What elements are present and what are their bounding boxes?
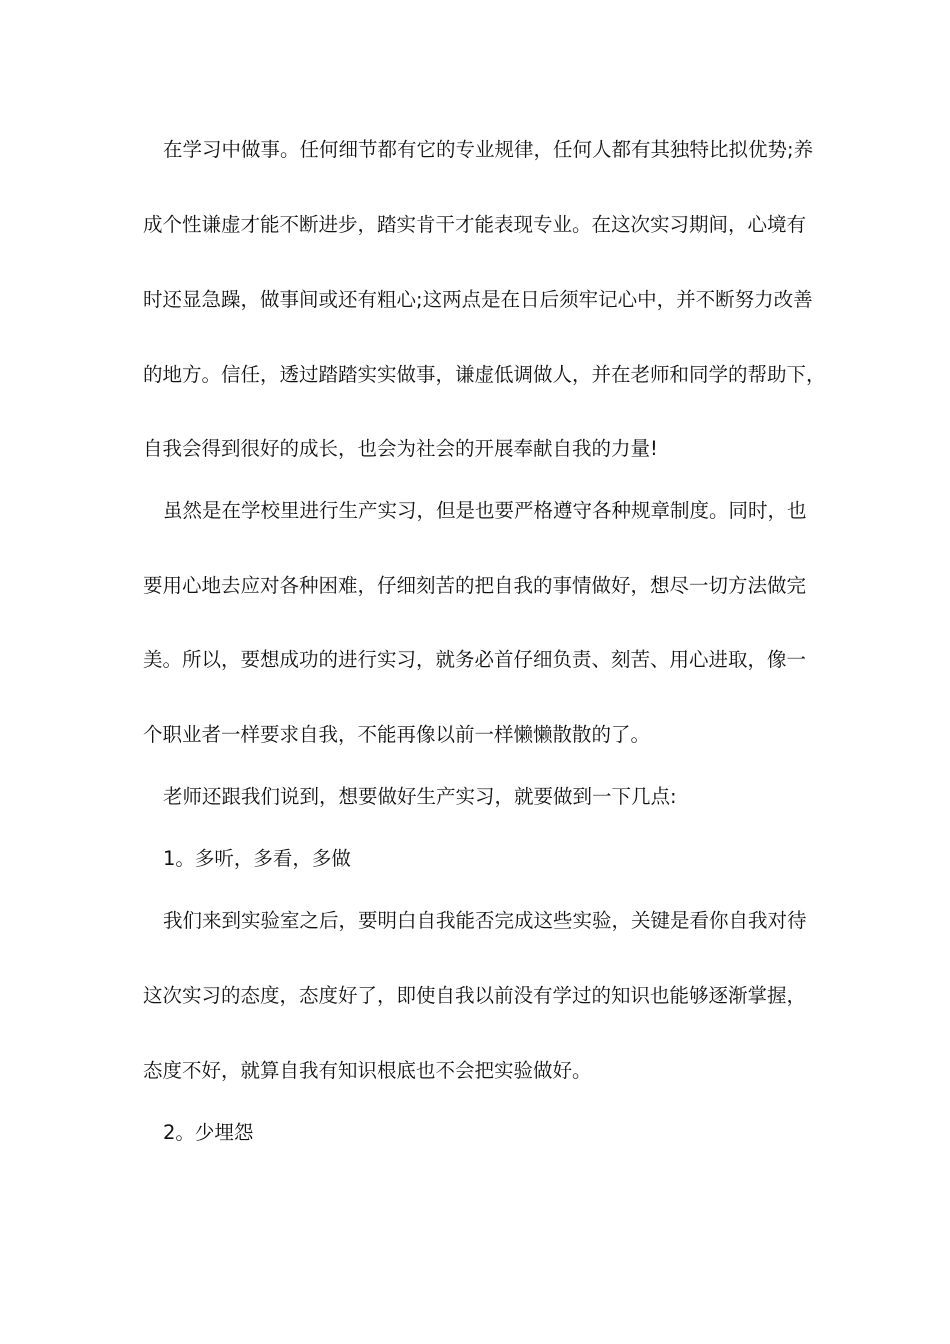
paragraph-1-line-3: 时还显急躁，做事间或还有粗心;这两点是在日后须牢记心中，并不断努力改善 — [143, 288, 813, 311]
paragraph-3-line-1: 老师还跟我们说到，想要做好生产实习，就要做到一下几点: — [163, 785, 677, 808]
paragraph-1-line-4: 的地方。信任，透过踏踏实实做事，谦虚低调做人，并在老师和同学的帮助下， — [143, 363, 826, 386]
paragraph-2-line-3: 美。所以，要想成功的进行实习，就务必首仔细负责、刻苦、用心进取，像一 — [143, 648, 807, 671]
paragraph-4-line-3: 态度不好，就算自我有知识根底也不会把实验做好。 — [143, 1059, 592, 1082]
paragraph-1-line-2: 成个性谦虚才能不断进步，踏实肯干才能表现专业。在这次实习期间，心境有 — [143, 213, 807, 236]
paragraph-2-line-2: 要用心地去应对各种困难，仔细刻苦的把自我的事情做好，想尽一切方法做完 — [143, 574, 807, 597]
paragraph-1-line-5: 自我会得到很好的成长，也会为社会的开展奉献自我的力量! — [143, 437, 658, 460]
paragraph-4-line-2: 这次实习的态度，态度好了，即使自我以前没有学过的知识也能够逐渐掌握， — [143, 984, 807, 1007]
paragraph-4-line-1: 我们来到实验室之后，要明白自我能否完成这些实验，关键是看你自我对待 — [163, 909, 807, 932]
paragraph-2-line-4: 个职业者一样要求自我，不能再像以前一样懒懒散散的了。 — [143, 723, 651, 746]
paragraph-1-line-1: 在学习中做事。任何细节都有它的专业规律，任何人都有其独特比拟优势;养 — [163, 138, 814, 161]
item-2-heading: 2。少埋怨 — [163, 1121, 254, 1144]
item-1-heading: 1。多听，多看，多做 — [163, 847, 351, 870]
paragraph-2-line-1: 虽然是在学校里进行生产实习，但是也要严格遵守各种规章制度。同时，也 — [163, 499, 807, 522]
